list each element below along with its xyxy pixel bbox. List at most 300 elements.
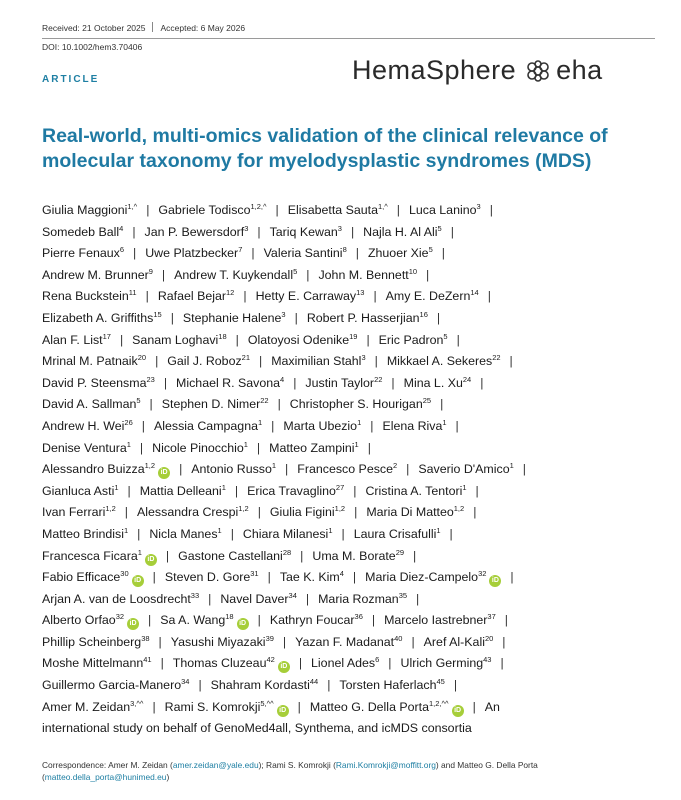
author-separator: |	[230, 526, 234, 541]
affiliation-marker: 1,2	[105, 504, 116, 514]
author-separator: |	[341, 526, 345, 541]
affiliation-marker: 1,2,^^	[429, 698, 449, 708]
author-separator: |	[152, 570, 156, 585]
society-name: eha	[556, 55, 603, 85]
affiliation-marker: 1	[123, 525, 129, 535]
affiliation-marker: 20	[484, 633, 494, 643]
author-separator: |	[366, 332, 370, 347]
author-line	[42, 330, 662, 352]
author-separator: |	[259, 354, 263, 369]
header-rule	[42, 38, 655, 39]
author-name	[154, 419, 262, 433]
author-separator: |	[456, 332, 460, 347]
author-name-text: Stephen D. Nimer	[161, 397, 261, 412]
affiliation-marker: 20	[137, 353, 147, 363]
article-title: Real-world, multi-omics validation of the clinical relevance of molecular taxonomy for myelodysplastic syndromes (MDS)	[42, 125, 608, 172]
author-name-text: Kathryn Foucar	[269, 613, 355, 628]
author-name-text: Valeria Santini	[263, 246, 343, 261]
history-dates	[42, 22, 245, 33]
author-separator: |	[170, 310, 174, 325]
author-separator: |	[293, 375, 297, 390]
author-name-text: Marcelo Iastrebner	[384, 613, 488, 628]
author-name	[295, 635, 402, 649]
author-name	[42, 700, 143, 714]
author-name	[280, 570, 344, 584]
author-separator: |	[257, 505, 261, 520]
affiliation-marker: 6	[375, 655, 380, 665]
author-name	[42, 419, 133, 433]
author-name-text: Moshe Mittelmann	[42, 656, 144, 671]
affiliation-marker: 36	[354, 612, 363, 622]
author-separator: |	[208, 591, 212, 606]
author-name	[145, 225, 249, 239]
author-name-text: Rafael Bejar	[157, 289, 226, 304]
author-name	[220, 592, 297, 606]
affiliation-marker: 33	[190, 590, 200, 600]
affiliation-marker: 3	[337, 223, 342, 233]
author-separator: |	[132, 224, 136, 239]
affiliation-marker: 13	[356, 288, 365, 298]
author-name-text: Nicole Pinocchio	[152, 440, 244, 455]
orcid-icon[interactable]: iD	[452, 705, 464, 717]
author-line	[42, 589, 662, 611]
correspondence-text: )	[166, 772, 170, 782]
author-line	[42, 265, 662, 287]
affiliation-marker: 6	[119, 245, 124, 255]
affiliation-marker: 14	[470, 288, 479, 298]
author-separator: |	[285, 462, 289, 477]
author-separator: |	[504, 613, 508, 628]
author-name-text: Chiara Milanesi	[242, 526, 329, 541]
author-name	[140, 484, 226, 498]
author-name-text: Luca Lanino	[408, 203, 477, 217]
author-separator: |	[388, 656, 392, 671]
author-name	[318, 268, 417, 282]
author-name-text: Alberto Orfao	[42, 613, 116, 628]
author-separator: |	[406, 462, 410, 477]
author-name-text: Somedeb Ball	[42, 224, 120, 239]
affiliation-marker: 24	[462, 374, 472, 384]
author-name	[310, 700, 464, 714]
author-name-text: Elena Riva	[382, 418, 443, 433]
author-name-text: Steven D. Gore	[164, 570, 251, 585]
affiliation-marker: 1,^	[377, 202, 388, 211]
author-name-text: Justin Taylor	[305, 375, 375, 390]
author-separator: |	[453, 678, 458, 693]
author-separator: |	[440, 397, 444, 412]
affiliation-marker: 4	[119, 223, 124, 233]
author-line	[42, 653, 662, 675]
affiliation-marker: 19	[349, 331, 358, 341]
author-name	[42, 549, 157, 563]
orcid-icon[interactable]: iD	[132, 575, 144, 587]
affiliation-marker: 32	[115, 612, 125, 622]
author-separator: |	[165, 548, 170, 563]
affiliation-marker: 1,2,^	[250, 202, 267, 211]
email-link[interactable]: amer.zeidan@yale.edu	[172, 760, 259, 770]
author-name-text: David A. Sallman	[42, 397, 137, 412]
author-line	[42, 675, 662, 697]
author-name-text: Rami S. Komrokji	[164, 699, 261, 714]
author-name-text: Gianluca Asti	[42, 483, 115, 498]
author-name	[366, 505, 464, 519]
affiliation-marker: 39	[265, 633, 274, 643]
author-line	[42, 308, 662, 330]
author-name	[270, 613, 363, 627]
author-name	[384, 613, 496, 627]
author-separator: |	[353, 483, 357, 498]
author-name-text: Alessia Campagna	[153, 418, 258, 433]
correspondence-text: Correspondence: Amer M. Zeidan (	[42, 760, 173, 770]
affiliation-marker: 1,^	[127, 202, 138, 211]
author-separator: |	[234, 483, 239, 498]
section-label: ARTICLE	[42, 74, 100, 85]
author-separator: |	[275, 203, 279, 217]
author-separator: |	[256, 440, 261, 455]
author-name-text: Pierre Fenaux	[42, 246, 120, 261]
author-separator: |	[450, 224, 454, 239]
affiliation-marker: 7	[238, 245, 243, 255]
author-name	[176, 376, 284, 390]
author-name	[269, 441, 359, 455]
author-name-text: Rena Buckstein	[42, 289, 129, 304]
affiliation-marker: 25	[422, 396, 432, 406]
author-name	[42, 289, 137, 303]
author-name	[288, 203, 388, 217]
author-name	[307, 311, 428, 325]
author-name-text: Laura Crisafulli	[353, 526, 437, 541]
author-name	[297, 462, 397, 476]
author-name	[167, 354, 250, 368]
author-name	[42, 376, 155, 390]
author-name-text: Zhuoer Xie	[367, 246, 429, 261]
author-name-text: David P. Steensma	[42, 375, 147, 390]
author-name-text: Lionel Ades	[311, 656, 376, 671]
author-separator: |	[161, 267, 166, 282]
author-name-text: Amer M. Zeidan	[42, 699, 131, 714]
author-name-text: Ulrich Germing	[400, 656, 484, 671]
orcid-icon[interactable]: iD	[278, 661, 290, 673]
author-name	[256, 289, 365, 303]
author-name	[132, 333, 226, 347]
author-separator: |	[500, 656, 504, 671]
author-name	[363, 225, 442, 239]
affiliation-marker: 16	[419, 309, 428, 319]
author-name	[243, 527, 333, 541]
affiliation-marker: 31	[250, 569, 259, 579]
author-line	[42, 567, 662, 589]
author-name	[42, 203, 137, 217]
author-name	[318, 592, 407, 606]
affiliation-marker: 23	[146, 374, 155, 384]
author-separator: |	[139, 440, 144, 455]
author-line	[42, 481, 662, 503]
author-name	[171, 635, 274, 649]
author-name	[42, 333, 111, 347]
author-name-text: Shahram Kordasti	[210, 678, 310, 693]
author-name-text: Maximilian Stahl	[271, 354, 362, 369]
author-separator: |	[449, 526, 453, 541]
author-name	[409, 203, 481, 217]
author-name-text: Thomas Cluzeau	[172, 656, 267, 671]
author-separator: |	[522, 462, 526, 477]
author-name	[174, 268, 297, 282]
author-name	[354, 527, 441, 541]
author-separator: |	[510, 570, 514, 585]
affiliation-marker: 1	[114, 482, 119, 492]
author-separator: |	[475, 483, 479, 498]
author-name-text: Navel Daver	[220, 591, 289, 606]
correspondence-text: ) and Matteo G. Della Porta (	[42, 760, 538, 782]
author-name-text: Olatoyosi Odenike	[247, 332, 350, 347]
author-separator: |	[198, 678, 202, 693]
author-name	[160, 613, 248, 627]
author-name-text: Andrew T. Kuykendall	[174, 267, 294, 282]
author-name-text: Phillip Scheinberg	[42, 634, 142, 649]
author-name	[145, 246, 242, 260]
affiliation-marker: 3	[361, 353, 366, 363]
author-separator: |	[271, 418, 275, 433]
author-name	[162, 397, 269, 411]
author-separator: |	[509, 354, 513, 369]
author-name-text: Najla H. Al Ali	[363, 224, 438, 239]
affiliation-marker: 38	[141, 633, 150, 643]
affiliation-marker: 34	[288, 590, 297, 600]
author-name	[42, 354, 146, 368]
author-separator: |	[257, 224, 261, 239]
author-name-text: Matteo Zampini	[269, 440, 355, 455]
author-name	[42, 505, 116, 519]
author-list	[42, 200, 662, 740]
author-line	[42, 632, 662, 654]
author-name	[387, 354, 501, 368]
author-separator: |	[146, 203, 150, 217]
author-separator: |	[297, 699, 301, 714]
author-name-text: Saverio D'Amico	[418, 462, 510, 477]
author-name-text: Sa A. Wang	[160, 613, 226, 628]
author-separator: |	[350, 224, 355, 239]
author-name	[42, 613, 139, 627]
affiliation-marker: 3	[281, 309, 286, 319]
orcid-icon[interactable]: iD	[489, 575, 501, 587]
consortium-line: international study on behalf of GenoMed4all, Synthema, and icMDS consortia	[42, 721, 472, 736]
author-name-text: Guillermo Garcia-Manero	[42, 678, 182, 693]
author-name-text: Gail J. Roboz	[167, 354, 242, 369]
author-name	[312, 549, 404, 563]
affiliation-marker: 9	[148, 266, 153, 276]
affiliation-marker: 4	[339, 569, 344, 579]
affiliation-marker: 5,^^	[260, 698, 274, 708]
author-separator: |	[416, 591, 420, 606]
email-link[interactable]: matteo.della_porta@hunimed.eu	[44, 772, 167, 782]
affiliation-marker: 1	[462, 482, 467, 492]
affiliation-marker: 1	[126, 439, 131, 449]
author-name-text: Eric Padron	[378, 332, 444, 347]
author-separator: |	[370, 418, 374, 433]
author-name-text: Maria Di Matteo	[366, 505, 454, 520]
affiliation-marker: 5	[136, 396, 141, 406]
author-name-text: An	[484, 699, 500, 714]
author-name	[290, 397, 431, 411]
author-separator: |	[367, 440, 371, 455]
eha-logo-icon	[525, 59, 551, 90]
author-separator: |	[411, 634, 415, 649]
correspondence-text: ); Rami S. Komrokji (	[258, 760, 336, 770]
author-name-text: Robert P. Hasserjian	[306, 310, 420, 325]
author-name	[311, 656, 379, 670]
author-separator: |	[413, 548, 417, 563]
affiliation-marker: 41	[143, 655, 152, 665]
author-separator: |	[251, 246, 255, 261]
author-separator: |	[282, 634, 287, 649]
author-line	[42, 351, 662, 373]
author-separator: |	[472, 699, 476, 714]
author-name-text: Arjan A. van de Loosdrecht	[42, 591, 191, 606]
author-separator: |	[267, 570, 271, 585]
orcid-icon[interactable]: iD	[145, 554, 157, 566]
author-name-text: Michael R. Savona	[176, 375, 281, 390]
author-name	[178, 549, 291, 563]
orcid-icon[interactable]: iD	[277, 705, 289, 717]
author-name-text: Francesca Ficara	[42, 548, 138, 563]
author-line	[42, 394, 662, 416]
author-separator: |	[396, 203, 400, 217]
affiliation-marker: 22	[374, 374, 383, 384]
author-name	[183, 311, 286, 325]
author-line	[42, 502, 662, 524]
author-line	[42, 438, 662, 460]
affiliation-marker: 15	[153, 309, 162, 319]
author-separator: |	[119, 332, 124, 347]
author-name	[264, 246, 347, 260]
author-name-text: Jan P. Bewersdorf	[144, 224, 245, 239]
author-name-text: Tariq Kewan	[269, 224, 338, 239]
orcid-icon[interactable]: iD	[237, 618, 249, 630]
affiliation-marker: 1,2	[334, 504, 346, 514]
author-name-text: Hetty E. Carraway	[255, 289, 357, 304]
author-line	[42, 243, 662, 265]
author-separator: |	[298, 656, 303, 671]
affiliation-marker: 1	[509, 461, 514, 471]
author-name-text: Ivan Ferrari	[42, 505, 106, 520]
author-name	[158, 289, 235, 303]
affiliation-marker: 32	[478, 569, 487, 579]
affiliation-marker: 5	[443, 331, 448, 341]
author-separator: |	[391, 375, 395, 390]
accepted-date: Accepted: 6 May 2026	[160, 23, 246, 33]
author-separator: |	[163, 375, 168, 390]
author-name	[211, 678, 319, 692]
author-name-text: Yasushi Miyazaki	[170, 634, 266, 649]
author-name	[42, 311, 162, 325]
author-separator: |	[124, 505, 129, 520]
author-name-text: Alessandro Buizza	[42, 462, 145, 477]
author-separator: |	[235, 332, 239, 347]
affiliation-marker: 1	[357, 417, 362, 427]
author-name	[42, 441, 131, 455]
author-line	[42, 200, 662, 222]
affiliation-marker: 26	[124, 417, 133, 427]
author-name-text: Maria Rozman	[318, 591, 399, 606]
author-separator: |	[327, 678, 331, 693]
author-name	[382, 419, 446, 433]
author-name	[271, 354, 365, 368]
email-link[interactable]: Rami.Komrokji@moffitt.org	[335, 760, 436, 770]
author-separator: |	[487, 289, 491, 304]
affiliation-marker: 11	[128, 288, 137, 298]
affiliation-marker: 12	[226, 288, 235, 298]
author-name	[42, 225, 123, 239]
affiliation-marker: 1,2	[238, 504, 249, 514]
author-name-text: Giulia Maggioni	[42, 203, 128, 217]
author-name	[386, 289, 479, 303]
author-name	[270, 505, 345, 519]
author-name-text: Fabio Efficace	[42, 570, 121, 585]
author-separator: |	[149, 397, 153, 412]
affiliation-marker: 35	[398, 590, 408, 600]
author-separator: |	[243, 289, 247, 304]
author-line	[42, 373, 662, 395]
date-separator	[152, 22, 153, 32]
author-name	[368, 246, 433, 260]
correspondence	[42, 759, 652, 783]
orcid-icon[interactable]: iD	[158, 467, 170, 479]
affiliation-marker: 3,^^	[130, 698, 144, 708]
author-name	[42, 268, 153, 282]
orcid-icon[interactable]: iD	[127, 618, 139, 630]
affiliation-marker: 3	[244, 223, 249, 233]
author-name	[418, 462, 513, 476]
author-separator: |	[426, 267, 430, 282]
author-name-text: Erica Travaglino	[247, 483, 336, 498]
author-name	[379, 333, 448, 347]
author-name	[424, 635, 494, 649]
author-name	[401, 656, 492, 670]
author-separator: |	[355, 246, 359, 261]
affiliation-marker: 40	[394, 633, 403, 643]
author-separator: |	[354, 505, 358, 520]
affiliation-marker: 1	[328, 525, 333, 535]
affiliation-marker: 1	[442, 417, 447, 427]
author-name-text: Amy E. DeZern	[385, 289, 471, 304]
doi[interactable]: DOI: 10.1002/hem3.70406	[42, 42, 143, 52]
author-name	[152, 441, 248, 455]
affiliation-marker: 1	[257, 417, 263, 427]
affiliation-marker: 45	[436, 677, 445, 687]
author-name	[42, 635, 150, 649]
author-separator: |	[141, 418, 145, 433]
author-name-text: Mina L. Xu	[403, 375, 463, 390]
affiliation-marker: 43	[483, 655, 492, 665]
affiliation-marker: 29	[395, 547, 405, 557]
author-separator: |	[257, 613, 261, 628]
author-name-text: Christopher S. Hourigan	[289, 397, 423, 412]
author-name	[365, 570, 501, 584]
affiliation-marker: 1	[137, 547, 142, 557]
author-name	[137, 505, 249, 519]
author-line	[42, 286, 662, 308]
affiliation-marker: 3	[476, 202, 481, 211]
author-name-text: Elizabeth A. Griffiths	[42, 310, 154, 325]
author-name	[165, 570, 259, 584]
author-name-text: Francesco Pesce	[297, 462, 393, 477]
author-name	[173, 656, 290, 670]
affiliation-marker: 21	[241, 353, 250, 363]
consortium-text	[485, 700, 500, 714]
author-separator: |	[148, 613, 152, 628]
author-name-text: Torsten Haferlach	[339, 678, 437, 693]
affiliation-marker: 5	[437, 223, 442, 233]
